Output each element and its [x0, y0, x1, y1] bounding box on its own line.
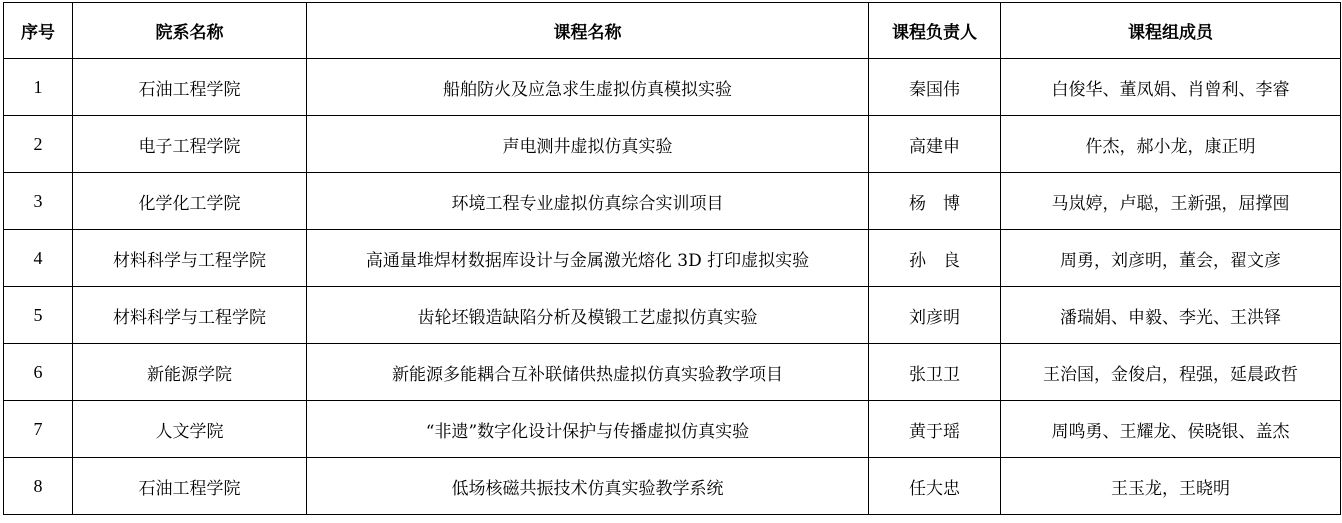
cell-index: 5 [4, 287, 73, 344]
header-index: 序号 [4, 3, 73, 59]
table-row [4, 344, 1341, 401]
cell-department: 石油工程学院 [73, 458, 307, 515]
header-department: 院系名称 [73, 3, 307, 59]
table-row [4, 287, 1341, 344]
cell-course-lead: 张卫卫 [869, 344, 1001, 401]
cell-course-members: 马岚婷，卢聪，王新强，屈撑囤 [1001, 173, 1341, 230]
table-row [4, 59, 1341, 116]
cell-department: 人文学院 [73, 401, 307, 458]
cell-department: 新能源学院 [73, 344, 307, 401]
cell-course-lead: 刘彦明 [869, 287, 1001, 344]
cell-course-members: 周勇，刘彦明，董会，翟文彦 [1001, 230, 1341, 287]
cell-index: 2 [4, 116, 73, 173]
course-table [3, 2, 1341, 515]
cell-course-lead: 杨 博 [869, 173, 1001, 230]
cell-index: 1 [4, 59, 73, 116]
cell-index: 8 [4, 458, 73, 515]
cell-department: 材料科学与工程学院 [73, 230, 307, 287]
cell-course-members: 王治国，金俊启，程强，延晨政哲 [1001, 344, 1341, 401]
cell-course-name: 船舶防火及应急求生虚拟仿真模拟实验 [307, 59, 869, 116]
cell-course-name: “非遗”数字化设计保护与传播虚拟仿真实验 [307, 401, 869, 458]
cell-department: 化学化工学院 [73, 173, 307, 230]
table-row [4, 401, 1341, 458]
header-course-lead: 课程负责人 [869, 3, 1001, 59]
cell-course-name: 新能源多能耦合互补联储供热虚拟仿真实验教学项目 [307, 344, 869, 401]
cell-index: 4 [4, 230, 73, 287]
cell-course-lead: 秦国伟 [869, 59, 1001, 116]
table-row [4, 173, 1341, 230]
cell-index: 6 [4, 344, 73, 401]
cell-course-members: 周鸣勇、王耀龙、侯晓银、盖杰 [1001, 401, 1341, 458]
cell-department: 石油工程学院 [73, 59, 307, 116]
cell-course-name: 声电测井虚拟仿真实验 [307, 116, 869, 173]
table-row [4, 230, 1341, 287]
cell-department: 电子工程学院 [73, 116, 307, 173]
cell-course-members: 潘瑞娟、申毅、李光、王洪铎 [1001, 287, 1341, 344]
cell-course-lead: 孙 良 [869, 230, 1001, 287]
cell-course-name: 齿轮坯锻造缺陷分析及模锻工艺虚拟仿真实验 [307, 287, 869, 344]
cell-course-name: 低场核磁共振技术仿真实验教学系统 [307, 458, 869, 515]
cell-course-members: 王玉龙，王晓明 [1001, 458, 1341, 515]
table-row [4, 116, 1341, 173]
cell-department: 材料科学与工程学院 [73, 287, 307, 344]
cell-index: 3 [4, 173, 73, 230]
cell-course-lead: 高建申 [869, 116, 1001, 173]
cell-course-members: 白俊华、董凤娟、肖曾利、李睿 [1001, 59, 1341, 116]
cell-course-members: 仵杰，郝小龙，康正明 [1001, 116, 1341, 173]
header-course-name: 课程名称 [307, 3, 869, 59]
cell-course-name: 高通量堆焊材数据库设计与金属激光熔化 3D 打印虚拟实验 [307, 230, 869, 287]
cell-course-lead: 黄于瑶 [869, 401, 1001, 458]
header-course-members: 课程组成员 [1001, 3, 1341, 59]
cell-index: 7 [4, 401, 73, 458]
table-row [4, 458, 1341, 515]
table-header-row [4, 3, 1341, 59]
cell-course-lead: 任大忠 [869, 458, 1001, 515]
cell-course-name: 环境工程专业虚拟仿真综合实训项目 [307, 173, 869, 230]
